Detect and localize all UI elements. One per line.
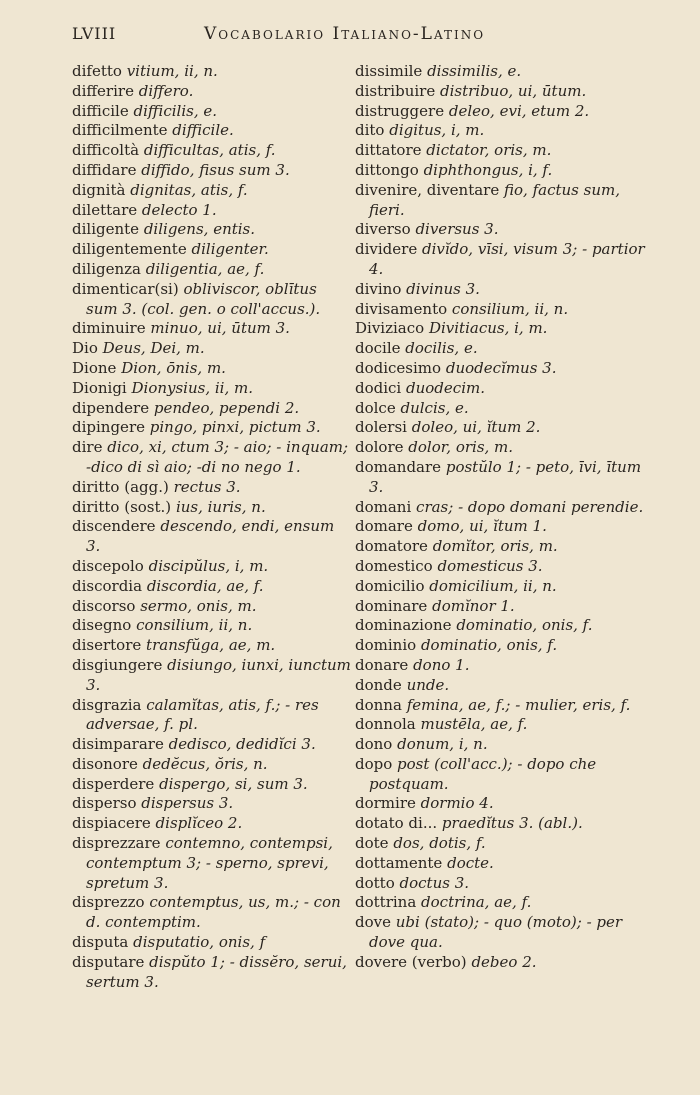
dictionary-entry: [355, 82, 645, 102]
italian-term: divisamento: [355, 299, 448, 318]
latin-translation: sermo, onis, m.: [140, 596, 257, 615]
italian-term: disertore: [72, 636, 142, 655]
dictionary-entry: [355, 300, 645, 320]
italian-term: difficilmente: [72, 121, 168, 140]
dictionary-entry: [355, 359, 645, 379]
latin-translation: unde.: [406, 675, 450, 694]
dictionary-entry: [355, 834, 645, 854]
italian-term: dispiacere: [72, 814, 151, 833]
italian-term: diminuire: [72, 319, 146, 338]
latin-translation: disiungo, iunxi, iunctum 3.: [86, 655, 351, 694]
italian-term: donare: [355, 655, 409, 674]
latin-translation: diversus 3.: [415, 220, 499, 239]
italian-term: dovere (verbo): [355, 952, 467, 971]
italian-term: dignità: [72, 180, 126, 199]
italian-term: disegno: [72, 616, 132, 635]
latin-translation: distribuo, ui, ūtum.: [439, 81, 587, 100]
italian-term: dipingere: [72, 418, 145, 437]
italian-term: donna: [355, 695, 402, 714]
italian-term: diritto (sost.): [72, 497, 172, 516]
dictionary-entry: [355, 656, 645, 676]
dictionary-entry: [355, 220, 645, 240]
dictionary-entry: [355, 517, 645, 537]
italian-term: dottrina: [355, 893, 417, 912]
italian-term: disperdere: [72, 774, 155, 793]
latin-translation: duodecim.: [406, 378, 485, 397]
latin-translation: pendeo, pependi 2.: [153, 398, 300, 417]
latin-translation: differo.: [138, 81, 194, 100]
latin-translation: mustēla, ae, f.: [420, 715, 528, 734]
latin-translation: dedisco, dedidĭci 3.: [168, 735, 316, 754]
latin-translation: disputatio, onis, f: [133, 933, 266, 952]
dictionary-entry: [355, 458, 645, 498]
latin-translation: dispŭto 1; - dissĕro, serui, sertum 3.: [86, 952, 347, 991]
latin-translation: difficile.: [172, 121, 234, 140]
italian-term: diligenza: [72, 259, 141, 278]
italian-term: donnola: [355, 715, 416, 734]
latin-translation: dominatio, onis, f.: [456, 616, 593, 635]
dictionary-entry: [355, 755, 645, 795]
dictionary-entry: [355, 794, 645, 814]
italian-term: diligente: [72, 220, 140, 239]
italian-term: disonore: [72, 754, 138, 773]
italian-term: Dionigi: [72, 378, 127, 397]
latin-translation: Deus, Dei, m.: [102, 339, 205, 358]
dictionary-entry: [72, 260, 352, 280]
latin-translation: dominatio, onis, f.: [420, 636, 558, 655]
dictionary-entry: [355, 696, 645, 716]
latin-translation: transfŭga, ae, m.: [146, 636, 276, 655]
latin-translation: femina, ae, f.; - mulier, eris, f.: [406, 695, 631, 714]
latin-translation: diffido, fisus sum 3.: [141, 160, 290, 179]
latin-translation: doctrina, ae, f.: [421, 893, 532, 912]
dictionary-entry: [355, 636, 645, 656]
dictionary-entry: [355, 121, 645, 141]
italian-term: dittatore: [355, 141, 422, 160]
latin-translation: dictator, oris, m.: [426, 141, 552, 160]
latin-translation: Dionysius, ii, m.: [131, 378, 254, 397]
dictionary-entry: [72, 696, 352, 736]
dictionary-entry: [355, 319, 645, 339]
italian-term: dodici: [355, 378, 402, 397]
italian-term: dottamente: [355, 853, 443, 872]
italian-term: donde: [355, 675, 402, 694]
latin-translation: contemptus, us, m.; - con d. contemptim.: [86, 893, 341, 932]
latin-translation: domĭnor 1.: [432, 596, 515, 615]
latin-translation: ius, iuris, n.: [175, 497, 266, 516]
dictionary-entry: [72, 201, 352, 221]
latin-translation: discipŭlus, i, m.: [148, 556, 269, 575]
latin-translation: dico, xi, ctum 3; - aio; - inquam; -dico di sì aio; -di no nego 1.: [86, 438, 349, 476]
dictionary-entry: [355, 735, 645, 755]
dictionary-entry: [72, 280, 352, 320]
latin-translation: displĭceo 2.: [155, 814, 243, 833]
latin-translation: pingo, pinxi, pictum 3.: [149, 418, 321, 437]
latin-translation: obliviscor, oblītus sum 3. (col. gen. o coll'accus.).: [86, 279, 321, 318]
latin-translation: diligens, entis.: [143, 220, 256, 239]
dictionary-entry: [72, 141, 352, 161]
italian-term: dolore: [355, 438, 404, 457]
dictionary-entry: [72, 557, 352, 577]
italian-term: domatore: [355, 537, 428, 556]
italian-term: domandare: [355, 457, 442, 476]
dictionary-entry: [72, 62, 352, 82]
dictionary-entry: [72, 933, 352, 953]
latin-translation: duodecĭmus 3.: [445, 358, 557, 377]
latin-translation: diphthongus, i, f.: [423, 160, 553, 179]
latin-translation: difficilis, e.: [133, 101, 218, 120]
dictionary-entry: [72, 181, 352, 201]
dictionary-entry: [355, 676, 645, 696]
italian-term: dopo: [355, 754, 393, 773]
dictionary-entry: [355, 498, 645, 518]
latin-translation: vitium, ii, n.: [126, 62, 218, 80]
dictionary-entry: [72, 577, 352, 597]
dictionary-entry: [72, 379, 352, 399]
dictionary-entry: [355, 715, 645, 735]
latin-translation: diligentia, ae, f.: [145, 259, 265, 278]
latin-translation: dispergo, si, sum 3.: [159, 774, 308, 793]
dictionary-entry: [72, 616, 352, 636]
dictionary-entry: [355, 240, 645, 280]
latin-translation: donum, i, n.: [397, 735, 488, 754]
italian-term: dono: [355, 735, 393, 754]
dictionary-entry: [355, 181, 645, 221]
latin-translation: dos, dotis, f.: [393, 834, 486, 853]
dictionary-entry: [355, 874, 645, 894]
dictionary-entry: [355, 597, 645, 617]
italian-term: dominare: [355, 596, 428, 615]
italian-term: dominio: [355, 636, 417, 655]
dictionary-entry: [355, 577, 645, 597]
dictionary-entry: [72, 814, 352, 834]
latin-translation: deleo, evi, etum 2.: [448, 101, 590, 120]
latin-translation: dolor, oris, m.: [408, 438, 514, 457]
dictionary-entry: [72, 418, 352, 438]
latin-translation: discordia, ae, f.: [146, 576, 264, 595]
left-column: [72, 62, 352, 992]
dictionary-entry: [72, 438, 352, 478]
italian-term: discordia: [72, 576, 143, 595]
dictionary-entry: [72, 478, 352, 498]
dictionary-entry: [355, 893, 645, 913]
italian-term: dormire: [355, 794, 416, 813]
italian-term: dove: [355, 913, 391, 932]
dictionary-entry: [355, 854, 645, 874]
dictionary-entry: [355, 399, 645, 419]
dictionary-entry: [355, 913, 645, 953]
italian-term: disprezzo: [72, 893, 145, 912]
italian-term: Dio: [72, 339, 98, 358]
latin-translation: ubi (stato); - quo (moto); - per dove qua.: [369, 913, 623, 952]
dictionary-entry: [72, 656, 352, 696]
italian-term: distruggere: [355, 101, 445, 120]
italian-term: divenire, diventare: [355, 180, 500, 199]
dictionary-entry: [72, 102, 352, 122]
dictionary-entry: [72, 240, 352, 260]
latin-translation: domicilium, ii, n.: [429, 576, 557, 595]
dictionary-entry: [72, 775, 352, 795]
italian-term: disputare: [72, 952, 145, 971]
italian-term: dito: [355, 121, 385, 140]
dictionary-entry: [355, 161, 645, 181]
latin-translation: fio, factus sum, fieri.: [369, 180, 620, 219]
latin-translation: minuo, ui, ūtum 3.: [150, 319, 290, 338]
latin-translation: delecto 1.: [141, 200, 217, 219]
dictionary-entry: [355, 102, 645, 122]
dictionary-entry: [355, 280, 645, 300]
italian-term: dividere: [355, 240, 418, 259]
dictionary-entry: [355, 418, 645, 438]
latin-translation: contemno, contempsi, contemptum 3; - sperno, sprevi, spretum 3.: [86, 834, 333, 892]
latin-translation: domĭtor, oris, m.: [432, 537, 558, 556]
italian-term: docile: [355, 339, 401, 358]
dictionary-entry: [72, 498, 352, 518]
dictionary-entry: [72, 834, 352, 893]
italian-term: diverso: [355, 220, 411, 239]
page-header: [72, 24, 644, 50]
latin-translation: dono 1.: [413, 655, 470, 674]
dictionary-entry: [72, 161, 352, 181]
italian-term: discorso: [72, 596, 136, 615]
dictionary-entry: [355, 537, 645, 557]
dictionary-entry: [72, 735, 352, 755]
right-column: [355, 62, 645, 973]
dictionary-entry: [355, 438, 645, 458]
latin-translation: debeo 2.: [471, 952, 537, 971]
latin-translation: descendo, endi, ensum 3.: [86, 517, 335, 556]
latin-translation: domesticus 3.: [437, 556, 543, 575]
page-number: LVIII: [72, 24, 117, 43]
italian-term: difficile: [72, 101, 129, 120]
italian-term: dipendere: [72, 398, 150, 417]
latin-translation: post (coll'acc.); - dopo che postquam.: [369, 754, 597, 793]
italian-term: disimparare: [72, 735, 164, 754]
dictionary-entry: [355, 379, 645, 399]
italian-term: disprezzare: [72, 834, 161, 853]
dictionary-entry: [72, 319, 352, 339]
italian-term: diligentemente: [72, 240, 187, 259]
italian-term: dominazione: [355, 616, 452, 635]
italian-term: dotto: [355, 873, 395, 892]
dictionary-entry: [72, 121, 352, 141]
latin-translation: divinus 3.: [406, 279, 480, 298]
latin-translation: dispersus 3.: [141, 794, 234, 813]
latin-translation: Divitiacus, i, m.: [428, 319, 548, 338]
dictionary-entry: [72, 893, 352, 933]
dictionary-entry: [355, 62, 645, 82]
latin-translation: praedĭtus 3. (abl.).: [441, 814, 583, 833]
italian-term: domare: [355, 517, 413, 536]
italian-term: dilettare: [72, 200, 138, 219]
italian-term: domicilio: [355, 576, 425, 595]
dictionary-entry: [355, 814, 645, 834]
latin-translation: dissimilis, e.: [427, 62, 522, 80]
running-title: Vocabolario Italiano-Latino: [204, 24, 486, 44]
dictionary-entry: [72, 953, 352, 993]
dictionary-entry: [355, 616, 645, 636]
dictionary-entry: [72, 339, 352, 359]
italian-term: dolersi: [355, 418, 407, 437]
italian-term: dote: [355, 834, 389, 853]
dictionary-entry: [355, 953, 645, 973]
italian-term: difetto: [72, 62, 122, 80]
dictionary-entry: [355, 141, 645, 161]
latin-translation: digitus, i, m.: [389, 121, 485, 140]
latin-translation: docilis, e.: [405, 339, 478, 358]
dictionary-entry: [72, 755, 352, 775]
latin-translation: consilium, ii, n.: [451, 299, 569, 318]
latin-translation: dormio 4.: [420, 794, 494, 813]
italian-term: dimenticar(si): [72, 279, 179, 298]
dictionary-entry: [72, 82, 352, 102]
italian-term: differire: [72, 81, 134, 100]
italian-term: disputa: [72, 933, 129, 952]
italian-term: dodicesimo: [355, 358, 442, 377]
italian-term: disperso: [72, 794, 137, 813]
dictionary-entry: [72, 636, 352, 656]
italian-term: diffidare: [72, 160, 137, 179]
italian-term: dissimile: [355, 62, 423, 80]
italian-term: difficoltà: [72, 141, 140, 160]
italian-term: divino: [355, 279, 402, 298]
latin-translation: doctus 3.: [399, 873, 470, 892]
italian-term: dittongo: [355, 160, 419, 179]
italian-term: disgrazia: [72, 695, 142, 714]
dictionary-entry: [355, 557, 645, 577]
italian-term: domestico: [355, 556, 433, 575]
latin-translation: dedĕcus, ŏris, n.: [142, 754, 268, 773]
dictionary-entry: [72, 220, 352, 240]
italian-term: dire: [72, 438, 103, 457]
italian-term: disgiungere: [72, 655, 163, 674]
italian-term: diritto (agg.): [72, 477, 169, 496]
latin-translation: docte.: [447, 853, 494, 872]
latin-translation: dignitas, atis, f.: [130, 180, 248, 199]
italian-term: Diviziaco: [355, 319, 425, 338]
latin-translation: calamĭtas, atis, f.; - res adversae, f. pl.: [86, 695, 319, 734]
latin-translation: cras; - dopo domani perendie.: [416, 497, 644, 516]
italian-term: dolce: [355, 398, 396, 417]
dictionary-entry: [72, 359, 352, 379]
italian-term: domani: [355, 497, 412, 516]
latin-translation: difficultas, atis, f.: [143, 141, 276, 160]
italian-term: dotato di...: [355, 814, 438, 833]
latin-translation: consilium, ii, n.: [136, 616, 253, 635]
latin-translation: doleo, ui, ĭtum 2.: [411, 418, 541, 437]
latin-translation: postŭlo 1; - peto, īvi, ītum 3.: [369, 457, 642, 496]
latin-translation: domo, ui, ĭtum 1.: [417, 517, 547, 536]
latin-translation: rectus 3.: [173, 477, 241, 496]
dictionary-entry: [72, 517, 352, 557]
italian-term: discepolo: [72, 556, 144, 575]
dictionary-entry: [355, 339, 645, 359]
dictionary-entry: [72, 794, 352, 814]
latin-translation: diligenter.: [191, 240, 269, 259]
latin-translation: Dion, ōnis, m.: [121, 358, 226, 377]
dictionary-entry: [72, 597, 352, 617]
italian-term: distribuire: [355, 81, 436, 100]
italian-term: Dione: [72, 358, 117, 377]
latin-translation: dulcis, e.: [400, 398, 469, 417]
latin-translation: divĭdo, vīsi, visum 3; - partior 4.: [369, 240, 645, 278]
italian-term: discendere: [72, 517, 156, 536]
dictionary-entry: [72, 399, 352, 419]
